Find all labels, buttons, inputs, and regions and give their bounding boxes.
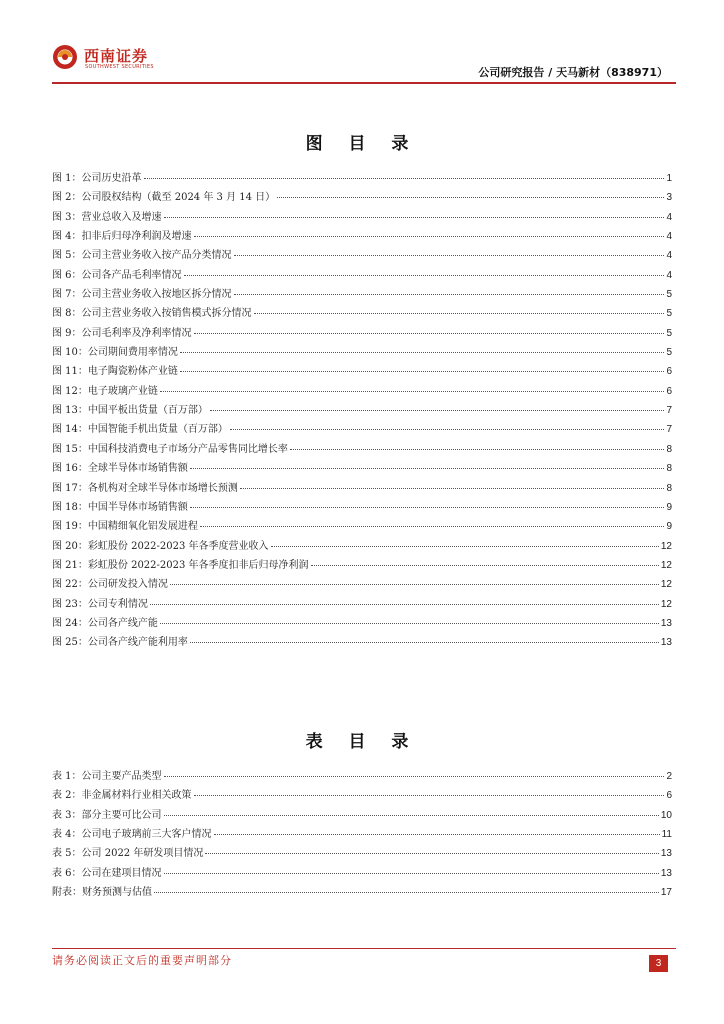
toc-entry-page: 8 xyxy=(666,463,672,475)
toc-entry[interactable] xyxy=(52,517,672,536)
toc-entry[interactable] xyxy=(52,595,672,614)
toc-entry-label: 图 9：公司毛利率及净利率情况 xyxy=(52,327,192,339)
toc-leader-dots xyxy=(160,623,659,624)
logo-chinese-name: 西南证券 xyxy=(84,47,149,65)
toc-leader-dots xyxy=(271,546,659,547)
toc-entry-label: 图 5：公司主营业务收入按产品分类情况 xyxy=(52,250,232,262)
toc-leader-dots xyxy=(277,197,664,198)
figure-toc-list xyxy=(52,169,672,653)
toc-entry-page: 12 xyxy=(660,598,672,610)
logo-english-name: SOUTHWEST SECURITIES xyxy=(85,64,154,70)
toc-entry-page: 12 xyxy=(660,559,672,571)
toc-entry-page: 6 xyxy=(666,366,672,378)
toc-entry-label: 表 1：公司主要产品类型 xyxy=(52,771,162,782)
toc-leader-dots xyxy=(234,294,665,295)
toc-entry-page: 4 xyxy=(666,231,672,243)
toc-leader-dots xyxy=(154,892,659,893)
toc-entry[interactable] xyxy=(52,556,672,575)
company-logo xyxy=(52,44,162,74)
toc-entry-label: 图 25：公司各产线产能利用率 xyxy=(52,637,188,649)
toc-leader-dots xyxy=(190,468,665,469)
toc-entry-label: 表 2：非金属材料行业相关政策 xyxy=(52,790,192,802)
toc-entry-page: 13 xyxy=(660,637,672,649)
toc-entry-label: 表 5：公司 2022 年研发项目情况 xyxy=(52,848,204,860)
toc-entry-label: 图 16：全球半导体市场销售额 xyxy=(52,463,188,475)
toc-leader-dots xyxy=(311,565,659,566)
footer-divider xyxy=(52,948,676,949)
toc-entry[interactable] xyxy=(52,806,672,825)
toc-entry[interactable] xyxy=(52,266,672,285)
toc-leader-dots xyxy=(184,275,665,276)
toc-entry[interactable] xyxy=(52,246,672,265)
toc-entry-label: 图 18：中国半导体市场销售额 xyxy=(52,501,188,513)
toc-entry[interactable] xyxy=(52,767,672,786)
toc-entry-page: 12 xyxy=(660,540,672,552)
toc-entry[interactable] xyxy=(52,459,672,478)
toc-entry-page: 1 xyxy=(666,173,672,184)
toc-leader-dots xyxy=(254,313,665,314)
figure-toc-title: 图 目 录 xyxy=(305,134,419,154)
toc-leader-dots xyxy=(164,776,665,777)
toc-entry-page: 8 xyxy=(666,482,672,494)
toc-entry-page: 9 xyxy=(666,521,672,533)
toc-entry[interactable] xyxy=(52,420,672,439)
toc-entry-label: 表 3：部分主要可比公司 xyxy=(52,809,162,821)
toc-leader-dots xyxy=(194,795,665,796)
toc-entry[interactable] xyxy=(52,537,672,556)
toc-leader-dots xyxy=(164,815,659,816)
toc-leader-dots xyxy=(230,429,665,430)
toc-entry[interactable] xyxy=(52,188,672,207)
toc-leader-dots xyxy=(234,255,665,256)
toc-entry-label: 图 24：公司各产线产能 xyxy=(52,617,158,629)
toc-leader-dots xyxy=(205,853,659,854)
toc-entry-page: 13 xyxy=(660,848,672,860)
toc-leader-dots xyxy=(190,642,659,643)
toc-entry[interactable] xyxy=(52,633,672,652)
toc-leader-dots xyxy=(150,604,659,605)
toc-leader-dots xyxy=(164,873,659,874)
toc-entry-label: 图 1：公司历史沿革 xyxy=(52,173,142,184)
toc-entry-label: 图 14：中国智能手机出货量（百万部） xyxy=(52,424,228,436)
toc-leader-dots xyxy=(190,507,665,508)
toc-entry[interactable] xyxy=(52,285,672,304)
toc-entry-label: 图 19：中国精细氧化铝发展进程 xyxy=(52,521,198,533)
toc-entry[interactable] xyxy=(52,575,672,594)
toc-entry[interactable] xyxy=(52,169,672,188)
toc-entry-label: 图 8：公司主营业务收入按销售模式拆分情况 xyxy=(52,308,252,320)
toc-entry-page: 4 xyxy=(666,250,672,262)
toc-leader-dots xyxy=(144,178,665,179)
toc-entry-label: 图 3：营业总收入及增速 xyxy=(52,211,162,223)
toc-entry-page: 8 xyxy=(666,443,672,455)
logo-mark-icon xyxy=(52,44,78,70)
toc-leader-dots xyxy=(164,217,665,218)
table-toc-title: 表 目 录 xyxy=(305,732,419,752)
toc-entry-page: 4 xyxy=(666,211,672,223)
toc-entry-page: 5 xyxy=(666,289,672,301)
toc-entry[interactable] xyxy=(52,440,672,459)
toc-leader-dots xyxy=(194,333,665,334)
toc-entry[interactable] xyxy=(52,227,672,246)
toc-entry[interactable] xyxy=(52,324,672,343)
toc-entry[interactable] xyxy=(52,382,672,401)
toc-entry-page: 3 xyxy=(666,192,672,204)
toc-entry-label: 图 4：扣非后归母净利润及增速 xyxy=(52,231,192,243)
toc-leader-dots xyxy=(160,391,665,392)
toc-entry-label: 图 12：电子玻璃产业链 xyxy=(52,385,158,397)
toc-entry-label: 图 10：公司期间费用率情况 xyxy=(52,347,178,359)
toc-entry-page: 5 xyxy=(666,347,672,359)
toc-entry[interactable] xyxy=(52,614,672,633)
toc-entry-label: 图 6：公司各产品毛利率情况 xyxy=(52,269,182,281)
toc-leader-dots xyxy=(170,584,659,585)
toc-entry-page: 17 xyxy=(660,887,672,899)
toc-leader-dots xyxy=(214,834,660,835)
toc-entry-page: 11 xyxy=(661,829,672,841)
toc-entry-label: 图 15：中国科技消费电子市场分产品零售同比增长率 xyxy=(52,443,288,455)
toc-leader-dots xyxy=(194,236,665,237)
toc-leader-dots xyxy=(200,526,665,527)
toc-leader-dots xyxy=(240,488,665,489)
footer-disclaimer: 请务必阅读正文后的重要声明部分 xyxy=(52,954,232,967)
toc-entry-page: 12 xyxy=(660,579,672,591)
toc-entry-page: 13 xyxy=(660,617,672,629)
toc-entry-page: 13 xyxy=(660,867,672,879)
toc-entry[interactable] xyxy=(52,786,672,805)
toc-leader-dots xyxy=(210,410,665,411)
toc-entry[interactable] xyxy=(52,343,672,362)
toc-entry-page: 10 xyxy=(660,809,672,821)
toc-entry-page: 7 xyxy=(666,424,672,436)
toc-entry-label: 表 4：公司电子玻璃前三大客户情况 xyxy=(52,829,212,841)
toc-entry-label: 图 20：彩虹股份 2022-2023 年各季度营业收入 xyxy=(52,540,269,552)
toc-entry[interactable] xyxy=(52,479,672,498)
toc-leader-dots xyxy=(290,449,665,450)
toc-entry-page: 5 xyxy=(666,327,672,339)
toc-entry-page: 5 xyxy=(666,308,672,320)
toc-entry[interactable] xyxy=(52,864,672,883)
toc-leader-dots xyxy=(180,352,665,353)
report-title: 公司研究报告 / 天马新材（838971） xyxy=(478,66,668,79)
table-toc-list xyxy=(52,767,672,902)
toc-leader-dots xyxy=(180,371,665,372)
toc-entry-page: 2 xyxy=(666,771,672,782)
toc-entry-label: 图 11：电子陶瓷粉体产业链 xyxy=(52,366,178,378)
toc-entry[interactable] xyxy=(52,825,672,844)
toc-entry-label: 表 6：公司在建项目情况 xyxy=(52,867,162,879)
toc-entry-label: 图 2：公司股权结构（截至 2024 年 3 月 14 日） xyxy=(52,192,276,204)
toc-entry-label: 图 17：各机构对全球半导体市场增长预测 xyxy=(52,482,238,494)
header-divider xyxy=(52,82,676,84)
toc-entry[interactable] xyxy=(52,883,672,902)
toc-entry-page: 4 xyxy=(666,269,672,281)
page-header xyxy=(0,0,724,82)
toc-entry[interactable] xyxy=(52,401,672,420)
toc-entry-label: 图 23：公司专利情况 xyxy=(52,598,148,610)
toc-entry-page: 6 xyxy=(666,385,672,397)
page-number: 3 xyxy=(649,955,668,972)
toc-entry[interactable] xyxy=(52,304,672,323)
toc-entry-label: 图 13：中国平板出货量（百万部） xyxy=(52,405,208,417)
toc-entry[interactable] xyxy=(52,208,672,227)
toc-entry-label: 图 7：公司主营业务收入按地区拆分情况 xyxy=(52,289,232,301)
toc-entry-page: 6 xyxy=(666,790,672,802)
toc-entry-label: 图 21：彩虹股份 2022-2023 年各季度扣非后归母净利润 xyxy=(52,559,309,571)
toc-entry-page: 7 xyxy=(666,405,672,417)
toc-entry[interactable] xyxy=(52,498,672,517)
toc-entry[interactable] xyxy=(52,362,672,381)
toc-entry[interactable] xyxy=(52,844,672,863)
toc-entry-page: 9 xyxy=(666,501,672,513)
toc-entry-label: 图 22：公司研发投入情况 xyxy=(52,579,168,591)
toc-entry-label: 附表：财务预测与估值 xyxy=(52,887,152,899)
